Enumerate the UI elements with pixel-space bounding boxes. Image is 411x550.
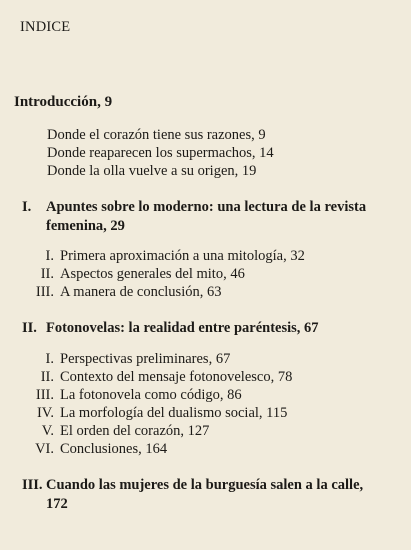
intro-heading: Introducción, 9 bbox=[14, 94, 113, 110]
section-text: Primera aproximación a una mitología, 32 bbox=[60, 248, 305, 264]
chapter-number: I. bbox=[22, 199, 32, 215]
chapter-title: Apuntes sobre lo moderno: una lectura de la revista bbox=[46, 199, 367, 215]
chapter-heading bbox=[22, 320, 319, 337]
section-number: IV. bbox=[36, 405, 54, 421]
section-number: II. bbox=[40, 266, 54, 282]
section-number: II. bbox=[40, 369, 54, 385]
section-number: III. bbox=[35, 387, 54, 403]
section-item bbox=[28, 387, 242, 404]
intro-item: Donde el corazón tiene sus razones, 9 bbox=[47, 127, 266, 143]
intro-item: Donde la olla vuelve a su origen, 19 bbox=[47, 163, 257, 179]
section-item bbox=[28, 266, 245, 283]
section-number: I. bbox=[45, 248, 54, 264]
section-item bbox=[28, 405, 287, 422]
section-number: V. bbox=[41, 423, 54, 439]
section-text: La fotonovela como código, 86 bbox=[60, 387, 242, 403]
chapter-title: Cuando las mujeres de la burguesía salen a la calle, bbox=[46, 477, 364, 493]
page-title: INDICE bbox=[20, 19, 71, 35]
section-number: III. bbox=[35, 284, 54, 300]
intro-item: Donde reaparecen los supermachos, 14 bbox=[47, 145, 274, 161]
section-item bbox=[28, 351, 230, 368]
section-text: Aspectos generales del mito, 46 bbox=[60, 266, 245, 282]
chapter-heading bbox=[22, 199, 366, 216]
section-item bbox=[28, 284, 221, 301]
chapter-title: Fotonovelas: la realidad entre paréntesis, 67 bbox=[46, 320, 319, 336]
section-text: A manera de conclusión, 63 bbox=[60, 284, 222, 300]
chapter-heading bbox=[22, 477, 363, 494]
section-item bbox=[28, 248, 305, 265]
section-text: La morfología del dualismo social, 115 bbox=[60, 405, 288, 421]
chapter-number: III. bbox=[22, 477, 43, 493]
section-number: I. bbox=[45, 351, 54, 367]
chapter-title-continued: 172 bbox=[46, 496, 68, 512]
section-text: El orden del corazón, 127 bbox=[60, 423, 210, 439]
section-text: Perspectivas preliminares, 67 bbox=[60, 351, 231, 367]
chapter-number: II. bbox=[22, 320, 37, 336]
section-number: VI. bbox=[35, 441, 54, 457]
section-item bbox=[28, 369, 292, 386]
section-item bbox=[28, 441, 167, 458]
section-text: Conclusiones, 164 bbox=[60, 441, 168, 457]
chapter-title-continued: femenina, 29 bbox=[46, 218, 125, 234]
section-text: Contexto del mensaje fotonovelesco, 78 bbox=[60, 369, 293, 385]
section-item bbox=[28, 423, 209, 440]
